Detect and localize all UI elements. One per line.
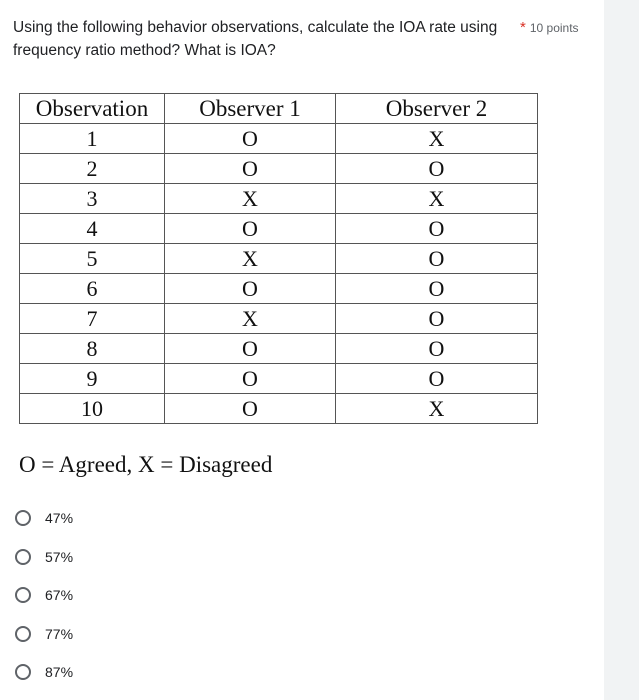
required-marker: * (520, 19, 526, 36)
cell-observer-1: O (165, 334, 336, 364)
option-87[interactable] (14, 653, 73, 692)
cell-observation: 4 (20, 214, 165, 244)
answer-options (14, 499, 73, 692)
option-label: 67% (45, 587, 74, 604)
option-label: 87% (45, 664, 74, 681)
option-label: 77% (45, 625, 74, 642)
question-title: Using the following behavior observations, calculate the IOA rate using frequency ratio method? What is IOA? (13, 19, 498, 59)
table-row (20, 304, 538, 334)
option-label: 47% (45, 510, 74, 527)
cell-observer-1: X (165, 184, 336, 214)
cell-observation: 5 (20, 244, 165, 274)
radio-button[interactable] (15, 510, 31, 526)
cell-observer-2: X (336, 124, 538, 154)
header-observation: Observation (20, 94, 165, 124)
cell-observation: 10 (20, 394, 165, 424)
cell-observer-2: O (336, 334, 538, 364)
points-indicator (520, 19, 579, 36)
cell-observation: 7 (20, 304, 165, 334)
table-row (20, 214, 538, 244)
cell-observer-1: O (165, 364, 336, 394)
table-row (20, 124, 538, 154)
cell-observer-2: O (336, 304, 538, 334)
cell-observation: 9 (20, 364, 165, 394)
table-row (20, 184, 538, 214)
table-row (20, 364, 538, 394)
cell-observation: 2 (20, 154, 165, 184)
cell-observer-2: X (336, 394, 538, 424)
cell-observer-1: X (165, 304, 336, 334)
table-header-row (20, 94, 538, 124)
cell-observer-2: O (336, 244, 538, 274)
option-77[interactable] (14, 615, 73, 654)
table-row (20, 244, 538, 274)
cell-observer-2: O (336, 364, 538, 394)
radio-button[interactable] (15, 549, 31, 565)
cell-observer-1: O (165, 154, 336, 184)
table-row (20, 274, 538, 304)
radio-button[interactable] (15, 587, 31, 603)
observation-table (19, 93, 538, 424)
cell-observation: 1 (20, 124, 165, 154)
cell-observation: 8 (20, 334, 165, 364)
points-label: 10 points (529, 21, 579, 35)
cell-observer-1: O (165, 394, 336, 424)
cell-observation: 6 (20, 274, 165, 304)
table-row (20, 154, 538, 184)
table-row (20, 334, 538, 364)
radio-button[interactable] (15, 626, 31, 642)
cell-observer-2: O (336, 274, 538, 304)
option-57[interactable] (14, 538, 73, 577)
radio-button[interactable] (15, 664, 31, 680)
option-47[interactable] (14, 499, 73, 538)
page-side-background (604, 0, 639, 700)
header-observer-2: Observer 2 (336, 94, 538, 124)
cell-observer-2: O (336, 154, 538, 184)
table-legend: O = Agreed, X = Disagreed (19, 452, 273, 477)
cell-observer-1: O (165, 274, 336, 304)
cell-observer-1: O (165, 214, 336, 244)
cell-observation: 3 (20, 184, 165, 214)
option-label: 57% (45, 548, 74, 565)
option-67[interactable] (14, 576, 73, 615)
cell-observer-2: O (336, 214, 538, 244)
table-row (20, 394, 538, 424)
header-observer-1: Observer 1 (165, 94, 336, 124)
cell-observer-2: X (336, 184, 538, 214)
cell-observer-1: X (165, 244, 336, 274)
cell-observer-1: O (165, 124, 336, 154)
